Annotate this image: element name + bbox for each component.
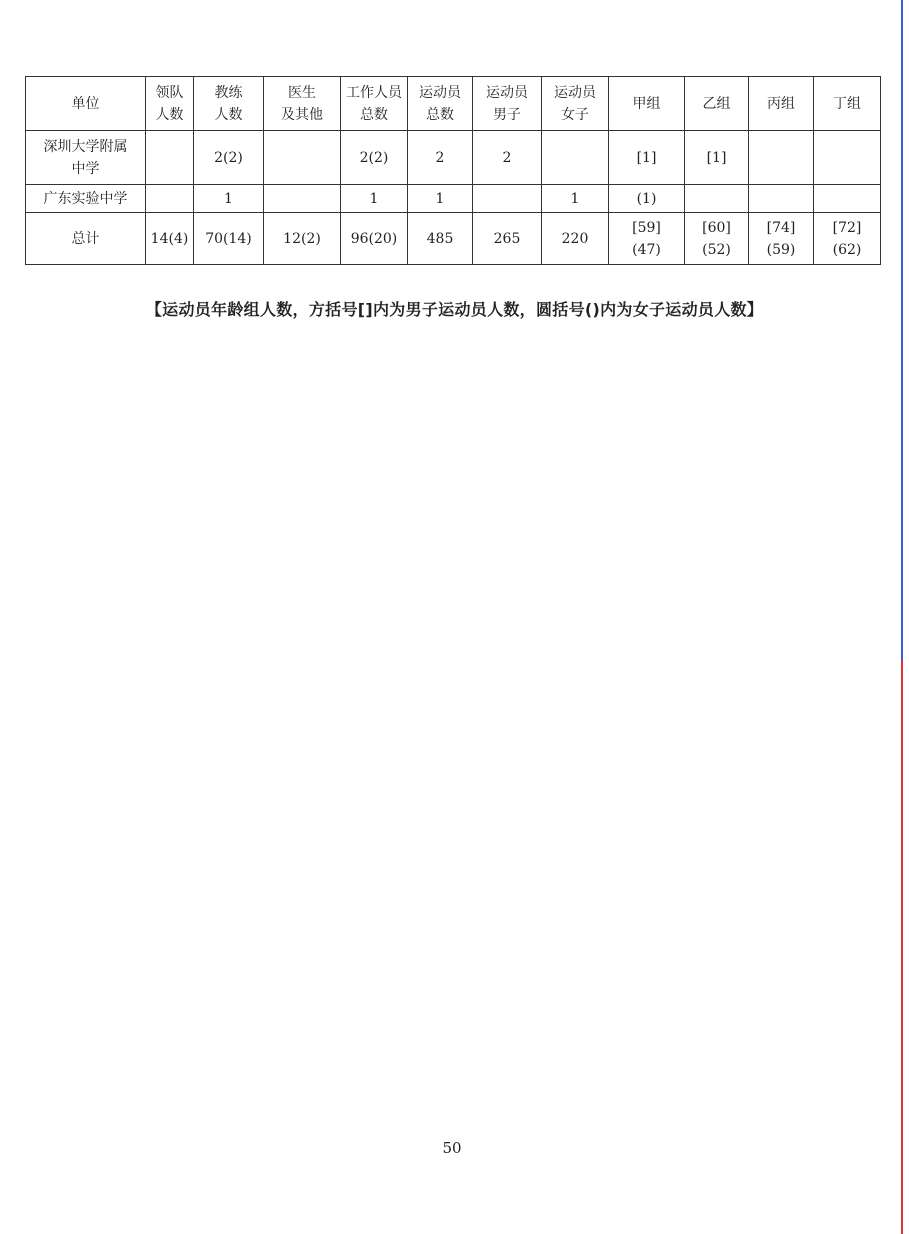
unit-cell-line: 总计 xyxy=(71,230,100,247)
table-cell xyxy=(146,213,194,265)
table-cell xyxy=(341,185,408,213)
unit-cell-line: 广东实验中学 xyxy=(43,190,128,207)
column-header xyxy=(26,77,146,131)
column-header-line: 甲组 xyxy=(632,95,661,112)
table-cell xyxy=(609,185,685,213)
table-cell xyxy=(814,185,881,213)
column-header xyxy=(341,77,408,131)
table-cell-line: 485 xyxy=(426,230,454,247)
table-cell xyxy=(408,213,473,265)
table-cell-line: 1 xyxy=(369,190,379,207)
table-cell-line: [72] xyxy=(832,219,862,236)
table-cell xyxy=(542,185,609,213)
table-cell xyxy=(408,185,473,213)
column-header-line: 乙组 xyxy=(702,95,731,112)
column-header-line: 运动员 xyxy=(554,84,596,101)
column-header xyxy=(542,77,609,131)
column-header-line: 领队 xyxy=(155,84,184,101)
table-row xyxy=(26,185,881,213)
table-caption: 【运动员年龄组人数，方括号[]内为男子运动员人数，圆括号()内为女子运动员人数】 xyxy=(145,300,764,319)
table-cell xyxy=(264,185,341,213)
column-header xyxy=(685,77,749,131)
table-cell-line: 2 xyxy=(502,149,512,166)
table-cell xyxy=(749,213,814,265)
column-header-line: 运动员 xyxy=(419,84,461,101)
table-cell-line: [59] xyxy=(632,219,661,236)
table-cell xyxy=(473,185,542,213)
table-cell-line: 1 xyxy=(570,190,580,207)
table-cell xyxy=(542,131,609,185)
table-cell xyxy=(264,213,341,265)
header-row xyxy=(26,77,881,131)
column-header xyxy=(473,77,542,131)
table-cell-line: 70(14) xyxy=(205,230,252,247)
table-cell xyxy=(749,185,814,213)
table-cell xyxy=(542,213,609,265)
table-cell-line: 2(2) xyxy=(214,149,243,166)
table-cell xyxy=(194,213,264,265)
unit-cell-line: 深圳大学附属 xyxy=(43,138,128,155)
table-cell xyxy=(146,131,194,185)
table-cell-line: 220 xyxy=(561,230,589,247)
table-cell xyxy=(408,131,473,185)
table-row xyxy=(26,131,881,185)
table-cell xyxy=(685,185,749,213)
table-cell-line: [74] xyxy=(766,219,796,236)
statistics-table xyxy=(25,76,881,265)
page-edge-blue xyxy=(901,0,903,660)
table-cell xyxy=(473,213,542,265)
column-header-line: 丁组 xyxy=(833,95,861,112)
column-header-line: 医生 xyxy=(288,84,316,101)
table-row xyxy=(26,213,881,265)
column-header-line: 及其他 xyxy=(281,106,323,123)
table-cell-line: 265 xyxy=(493,230,521,247)
column-header xyxy=(194,77,264,131)
table-cell xyxy=(749,131,814,185)
table-cell-line: [60] xyxy=(702,219,731,236)
table-cell xyxy=(685,131,749,185)
table-cell-line: 2 xyxy=(435,149,445,166)
table-cell-line: 1 xyxy=(435,190,445,207)
table-cell xyxy=(146,185,194,213)
unit-cell xyxy=(26,185,146,213)
table-cell xyxy=(264,131,341,185)
column-header-line: 总数 xyxy=(426,106,454,123)
table-cell-line: 12(2) xyxy=(283,230,321,247)
unit-cell-line: 中学 xyxy=(71,160,100,177)
table-cell xyxy=(194,131,264,185)
column-header-line: 丙组 xyxy=(767,95,795,112)
table-cell-line: 14(4) xyxy=(150,230,189,247)
table-cell xyxy=(685,213,749,265)
column-header-line: 运动员 xyxy=(486,84,528,101)
table-cell-line: (47) xyxy=(632,241,661,258)
table-cell xyxy=(814,131,881,185)
table-cell xyxy=(814,213,881,265)
table-cell-line: (52) xyxy=(702,241,731,258)
table-cell-line: 1 xyxy=(224,190,233,207)
column-header xyxy=(609,77,685,131)
table-cell-line: 96(20) xyxy=(350,230,398,247)
column-header-line: 工作人员 xyxy=(346,84,402,101)
column-header-line: 教练 xyxy=(214,84,243,101)
table-cell-line: (62) xyxy=(832,241,862,258)
unit-cell xyxy=(26,213,146,265)
column-header-line: 女子 xyxy=(561,106,589,123)
table-cell xyxy=(473,131,542,185)
column-header-line: 单位 xyxy=(71,95,100,112)
column-header xyxy=(749,77,814,131)
table-cell xyxy=(609,131,685,185)
column-header-line: 总数 xyxy=(360,106,388,123)
column-header-line: 人数 xyxy=(155,106,184,123)
table-cell-line: 2(2) xyxy=(359,149,389,166)
table-cell xyxy=(341,131,408,185)
table-cell-line: [1] xyxy=(706,149,727,166)
table-cell-line: [1] xyxy=(636,149,657,166)
unit-cell xyxy=(26,131,146,185)
column-header xyxy=(408,77,473,131)
page-number: 50 xyxy=(442,1139,462,1157)
column-header xyxy=(264,77,341,131)
table-cell xyxy=(341,213,408,265)
table-cell-line: (59) xyxy=(766,241,796,258)
column-header-line: 人数 xyxy=(214,106,243,123)
column-header-line: 男子 xyxy=(493,106,521,123)
column-header xyxy=(814,77,881,131)
table-cell-line: (1) xyxy=(636,190,657,207)
table-cell xyxy=(609,213,685,265)
column-header xyxy=(146,77,194,131)
table-cell xyxy=(194,185,264,213)
